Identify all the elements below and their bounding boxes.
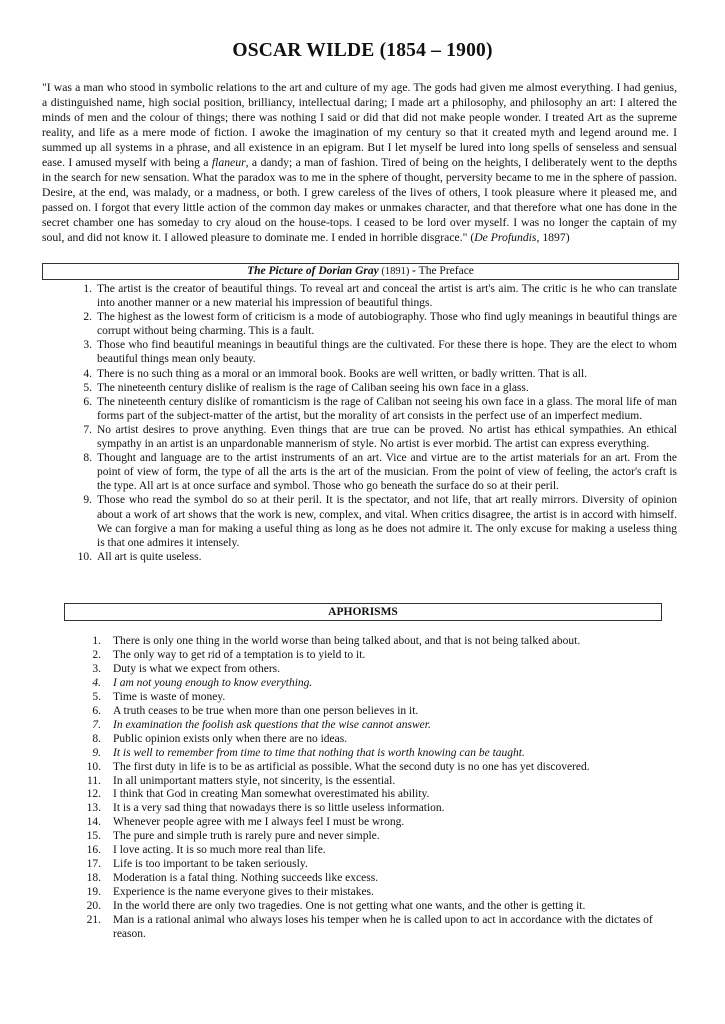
aphorism-item [68, 830, 658, 844]
list-item-text: Life is too important to be taken seriously. [113, 858, 308, 871]
list-item-text: I think that God in creating Man somewhat overestimated his ability. [113, 788, 430, 801]
list-item-text: The only way to get rid of a temptation is to yield to it. [113, 648, 366, 661]
page-title: OSCAR WILDE (1854 – 1900) [232, 40, 493, 61]
list-item-number: 4. [92, 676, 101, 689]
preface-item [52, 367, 677, 381]
list-item-number: 16. [86, 844, 101, 857]
preface-item [52, 550, 677, 564]
preface-item [52, 451, 677, 493]
list-item-number: 7. [92, 718, 101, 731]
preface-item [52, 423, 677, 451]
list-item-number: 7. [83, 423, 92, 436]
list-item-text: Time is waste of money. [113, 690, 226, 703]
list-item-number: 5. [92, 690, 101, 703]
preface-item [52, 395, 677, 423]
list-item-text: Moderation is a fatal thing. Nothing succeeds like excess. [113, 872, 379, 885]
list-item-text: In examination the foolish ask questions that the wise cannot answer. [113, 718, 431, 731]
preface-item [52, 282, 677, 310]
quote-text-part2: , a dandy; a man of fashion. Tired of being on the heights, I deliberately went to the depths in the search for new sensation. What the paradox was to me in the sphere of thought, perversity became to me in the sphere of passion. Desire, at the end, was malady, or a madness, or both. I grew careless of the lives of others, I took pleasure where it pleased me, and passed on. I forgot that every little action of the common day makes or unmakes character, and that therefore what one has done in the secret chamber one has someday to cry aloud on the house-tops. I ceased to be lord over myself. I was no longer the captain of my soul, and did not know it. I allowed pleasure to dominate me. I ended in horrible disgrace." ( [42, 156, 677, 245]
list-item-number: 19. [86, 886, 101, 899]
list-item-number: 3. [83, 339, 92, 352]
aphorism-item [68, 733, 658, 747]
preface-item [52, 381, 677, 395]
aphorism-item [68, 705, 658, 719]
list-item-number: 4. [83, 367, 92, 380]
aphorism-item [68, 886, 658, 900]
list-item-text: Man is a rational animal who always loses his temper when he is called upon to act in accordance with the dictates of reason. [113, 914, 653, 941]
list-item-text: The nineteenth century dislike of realism is the rage of Caliban seeing his own face in a glass. [97, 381, 529, 394]
aphorisms-section-header: APHORISMS [64, 603, 662, 621]
aphorism-item [68, 775, 658, 789]
aphorism-item [68, 816, 658, 830]
preface-item [52, 493, 677, 549]
aphorism-item [68, 649, 658, 663]
aphorisms-list [68, 635, 658, 942]
quote-source-year: , 1897) [536, 231, 570, 245]
aphorism-item [68, 677, 658, 691]
aphorism-item [68, 802, 658, 816]
list-item-text: Those who read the symbol do so at their peril. It is the spectator, and not life, that art really mirrors. Diversity of opinion about a work of art shows that the work is new, complex, and vital. When critics disagree, the artist is in accord with himself. We can forgive a man for making a useful thing as long as he does not admire it. The only excuse for making a useless thing is that one admires it intensely. [97, 494, 677, 549]
list-item-number: 3. [92, 662, 101, 675]
list-item-number: 13. [86, 802, 101, 815]
list-item-number: 18. [86, 872, 101, 885]
list-item-number: 2. [83, 311, 92, 324]
aphorism-item [68, 635, 658, 649]
list-item-text: It is a very sad thing that nowadays there is so little useless information. [113, 802, 445, 815]
preface-list [52, 282, 677, 564]
list-item-number: 10. [86, 760, 101, 773]
aphorism-item [68, 872, 658, 886]
aphorism-item [68, 844, 658, 858]
list-item-number: 14. [86, 816, 101, 829]
list-item-text: In the world there are only two tragedies. One is not getting what one wants, and the other is getting it. [113, 900, 586, 913]
list-item-text: It is well to remember from time to time that nothing that is worth knowing can be taught. [113, 746, 525, 759]
list-item-number: 5. [83, 381, 92, 394]
aphorism-item [68, 914, 658, 942]
list-item-text: Those who find beautiful meanings in beautiful things are the cultivated. For these there is hope. They are the elect to whom beautiful things mean only beauty. [97, 339, 677, 366]
quote-flaneur-word: flaneur [211, 156, 246, 170]
preface-book-year: (1891) [378, 266, 412, 277]
preface-header-label: The Preface [418, 265, 474, 277]
list-item-number: 11. [87, 774, 101, 787]
preface-section-header [42, 263, 679, 280]
list-item-number: 6. [83, 395, 92, 408]
list-item-text: There is only one thing in the world worse than being talked about, and that is not being talked about. [113, 635, 581, 647]
aphorism-item [68, 663, 658, 677]
aphorism-item [68, 761, 658, 775]
list-item-text: I love acting. It is so much more real than life. [113, 844, 326, 857]
preface-item [52, 338, 677, 366]
list-item-text: Thought and language are to the artist instruments of an art. Vice and virtue are to the artist materials for an art. From the point of view of form, the type of all the arts is the art of the musician. From the point of view of feeling, the actor's craft is the type. All art is at once surface and symbol. Those who go beneath the surface do so at their peril. [97, 452, 677, 493]
list-item-number: 6. [92, 704, 101, 717]
list-item-text: There is no such thing as a moral or an immoral book. Books are well written, or badly written. That is all. [97, 367, 588, 380]
preface-item [52, 310, 677, 338]
list-item-text: A truth ceases to be true when more than one person believes in it. [113, 704, 419, 717]
aphorism-item [68, 858, 658, 872]
list-item-number: 8. [83, 452, 92, 465]
list-item-number: 8. [92, 732, 101, 745]
list-item-number: 17. [86, 858, 101, 871]
aphorism-item [68, 747, 658, 761]
list-item-text: Duty is what we expect from others. [113, 662, 281, 675]
list-item-text: Experience is the name everyone gives to their mistakes. [113, 886, 374, 899]
list-item-number: 1. [83, 283, 92, 295]
list-item-text: The pure and simple truth is rarely pure and never simple. [113, 830, 380, 843]
list-item-text: In all unimportant matters style, not sincerity, is the essential. [113, 774, 396, 787]
aphorism-item [68, 719, 658, 733]
list-item-text: All art is quite useless. [97, 550, 202, 563]
aphorism-item [68, 691, 658, 705]
aphorism-item [68, 788, 658, 802]
preface-book-title: The Picture of Dorian Gray [247, 265, 379, 277]
quote-source-title: De Profundis [474, 231, 537, 245]
list-item-text: Whenever people agree with me I always feel I must be wrong. [113, 816, 405, 829]
list-item-text: The nineteenth century dislike of romanticism is the rage of Caliban not seeing his own face in a glass. The moral life of man forms part of the subject-matter of the artist, but the morality of art consists in the perfect use of an imperfect medium. [97, 395, 677, 422]
aphorism-item [68, 900, 658, 914]
list-item-number: 12. [86, 788, 101, 801]
list-item-number: 1. [92, 635, 101, 647]
list-item-number: 10. [77, 550, 92, 563]
quote-text-part1: "I was a man who stood in symbolic relations to the art and culture of my age. The gods had given me almost everything. I had genius, a distinguished name, high social position, brilliancy, intellectual daring; I made art a philosophy, and philosophy an art: I altered the minds of men and the colour of things; there was nothing I said or did that did not make people wonder. I treated Art as the supreme reality, and life as a mere mode of fiction. I awoke the imagination of my century so that it created myth and legend around me. I summed up all systems in a phrase, and all existence in an epigram. But I let myself be lured into long spells of senseless and sensual ease. I amused myself with being a [42, 81, 677, 170]
list-item-number: 2. [92, 648, 101, 661]
list-item-text: The artist is the creator of beautiful things. To reveal art and conceal the artist is art's aim. The critic is he who can translate into another manner or a new material his impression of beautiful things. [97, 283, 677, 310]
list-item-number: 20. [86, 900, 101, 913]
list-item-number: 9. [83, 494, 92, 507]
list-item-text: The highest as the lowest form of criticism is a mode of autobiography. Those who find ugly meanings in beautiful things are corrupt without being charming. This is a fault. [97, 311, 677, 338]
preface-header-dash: - [411, 265, 419, 277]
list-item-text: No artist desires to prove anything. Even things that are true can be proved. No artist has ethical sympathies. An ethical sympathy in an artist is an unpardonable mannerism of style. No artist is ever morbid. The artist can express everything. [97, 423, 677, 451]
list-item-number: 15. [86, 830, 101, 843]
list-item-text: The first duty in life is to be as artificial as possible. What the second duty is no one has yet discovered. [113, 760, 590, 773]
list-item-number: 21. [86, 914, 101, 927]
de-profundis-quote [42, 80, 677, 246]
list-item-number: 9. [92, 746, 101, 759]
list-item-text: I am not young enough to know everything. [113, 676, 313, 689]
list-item-text: Public opinion exists only when there are no ideas. [113, 732, 348, 745]
